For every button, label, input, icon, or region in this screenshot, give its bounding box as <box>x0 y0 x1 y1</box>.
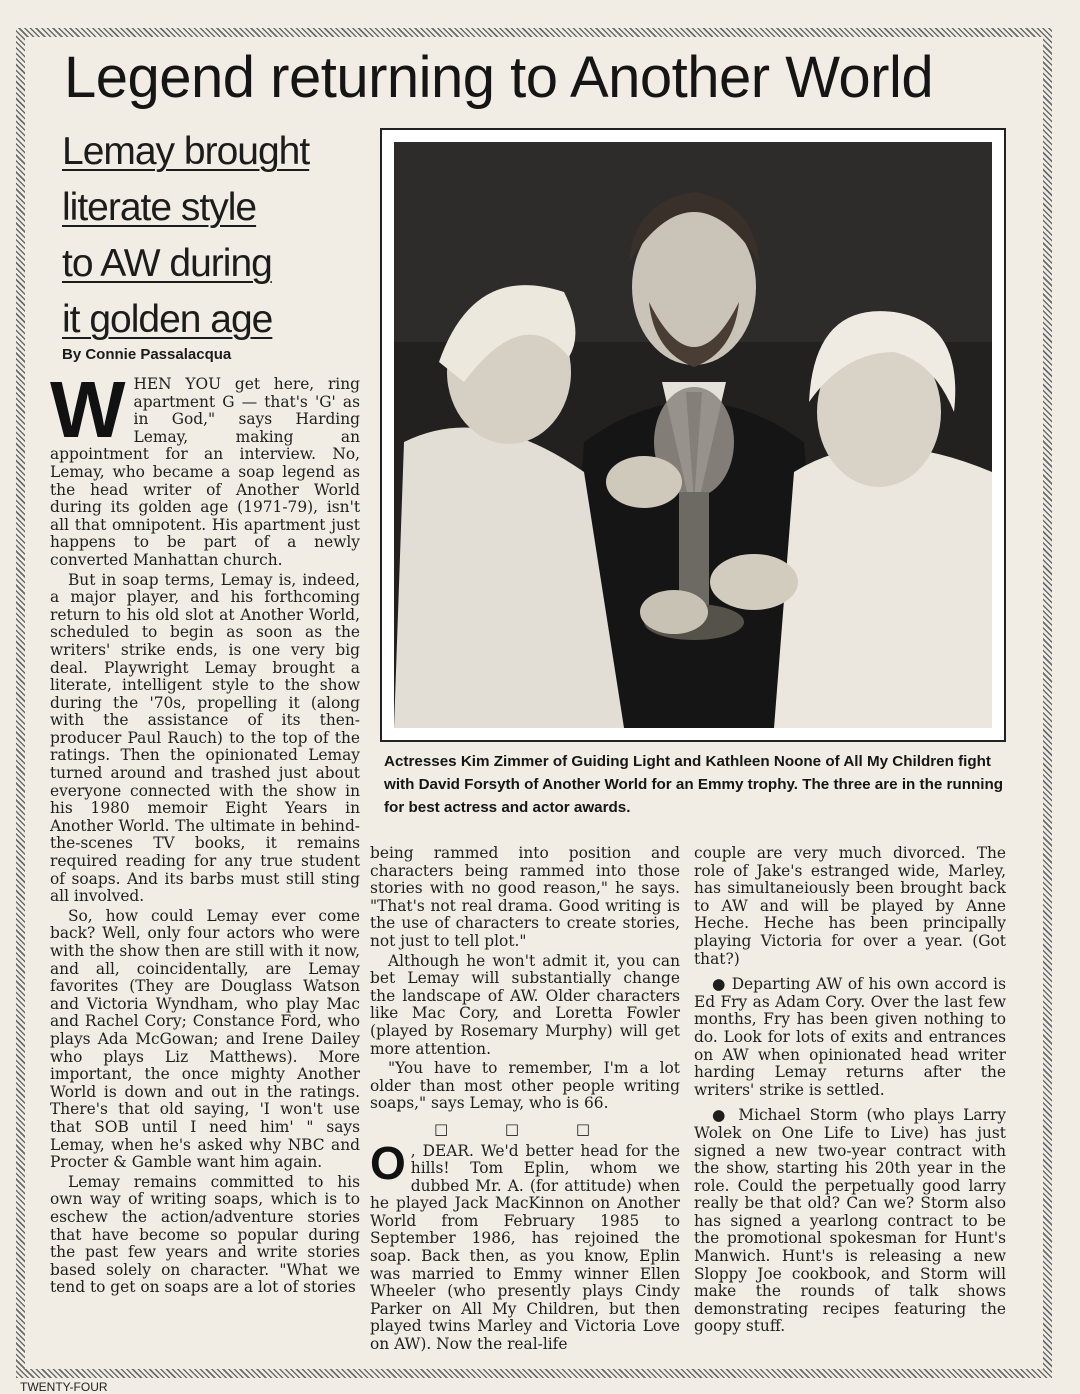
deck-line: Lemay brought <box>62 130 310 173</box>
byline: By Connie Passalacqua <box>62 346 232 363</box>
paragraph: ● Departing AW of his own accord is Ed Fry as Adam Cory. Over the last few months, Fry has been given nothing to do. Look for lots of exits and entrances on AW when opinionated head writer harding Lemay returns after the writers' strike is settled. <box>694 975 1006 1099</box>
paragraph: being rammed into position and characters being rammed into those stories with no good reason," he says. "That's not real drama. Good writing is the use of characters to create stories, not just to tell plot." <box>370 844 680 950</box>
paragraph: couple are very much divorced. The role of Jake's estranged wide, Marley, has simultaneiously been brought back to AW and will be played by Anne Heche. Heche has been principally playing Victoria for over a year. (Got that?) <box>694 844 1006 968</box>
article-column-1 <box>50 365 360 1299</box>
section-separator: □ □ □ <box>433 1119 617 1138</box>
photo-illustration <box>394 142 992 728</box>
paragraph: O , DEAR. We'd better head for the hills! Tom Eplin, whom we dubbed Mr. A. (for attitude) when he played Jack MacKinnon on Another World from February 1985 to September 1986, has rejoined the soap. Back then, as you know, Eplin was married to Emmy winner Ellen Wheeler (who presently plays Cindy Parker on All My Children, but then played twins Marley and Victoria Love on AW). Now the real-life <box>370 1136 680 1354</box>
photo-caption: Actresses Kim Zimmer of Guiding Light and Kathleen Noone of All My Children fight with David Forsyth of Another World for an Emmy trophy. The three are in the running for best actress and actor awards. <box>384 753 1004 816</box>
subheadline-deck <box>62 124 362 348</box>
deck-line: it golden age <box>62 298 273 341</box>
news-photo <box>394 142 992 728</box>
drop-cap: O <box>370 1136 406 1189</box>
paragraph: So, how could Lemay ever come back? Well, only four actors who were with the show then are still with it now, and all, coincidentally, are Lemay favorites (They are Douglass Watson and Victoria Wyndham, who play Mac and Rachel Cory; Constance Ford, who plays Ada McGowan; and Irene Dailey who plays Liz Matthews). More important, the once mighty Another World is down and out in the ratings. There's that old saying, 'I won't use that SOB until I need him' " says Lemay, when he's asked why NBC and Procter & Gamble want him again. <box>50 906 360 1172</box>
article-column-3 <box>694 845 1006 1338</box>
paragraph: Although he won't admit it, you can bet Lemay will substantially change the landscape of AW. Older characters like Mac Cory, and Loretta Fowler (played by Rosemary Murphy) will get more attention. <box>370 951 680 1058</box>
drop-cap: W <box>50 365 126 454</box>
headline: Legend returning to Another World <box>64 45 934 110</box>
paragraph: But in soap terms, Lemay is, indeed, a major player, and his forthcoming return to his old slot at Another World, scheduled to begin as soon as the writers' strike ends, is one very big deal. Playwright Lemay brought a literate, intelligent style to the show during the '70s, propelling it (along with the assistance of its then-producer Paul Rauch) to the top of the ratings. Then the opinionated Lemay turned around and trashed just about everyone connected with the show in his 1980 memoir Eight Years in Another World. The ultimate in behind-the-scenes TV books, it remains required reading for any true student of soaps. And its barbs must still sting all involved. <box>50 570 360 906</box>
paragraph: WHEN YOU get here, ring apartment G — that's 'G' as in God," says Harding Lemay, making an appointment for an interview. No, Lemay, who became a soap legend as the head writer of Another World during its golden age (1971-79), isn't all that omnipotent. His apartment just happens to be part of a newly converted Manhattan church. <box>50 365 360 569</box>
article-column-2 <box>370 845 680 1356</box>
deck-line: literate style <box>62 186 257 229</box>
page-number-footer: TWENTY-FOUR <box>20 1380 108 1394</box>
paragraph: ● Michael Storm (who plays Larry Wolek on One Life to Live) has just signed a new two-year contract with the show, starting his 20th year in the role. Could the perpetually good larry really be that old? Can we? Storm also has signed a yearlong contract to be the promotional spokesman for Hunt's Manwich. Hunt's is releasing a new Sloppy Joe cookbook, and Storm will make the rounds of talk shows demonstrating recipes featuring the goopy stuff. <box>694 1106 1006 1336</box>
paragraph: Lemay remains committed to his own way of writing soaps, which is to eschew the action/adventure stories that have become so popular during the past few years and write stories based solely on character. "What we tend to get on soaps are a lot of stories <box>50 1172 360 1297</box>
paragraph: "You have to remember, I'm a lot older than most other people writing soaps," says Lemay, who is 66. <box>370 1059 680 1113</box>
deck-line: to AW during <box>62 242 272 285</box>
